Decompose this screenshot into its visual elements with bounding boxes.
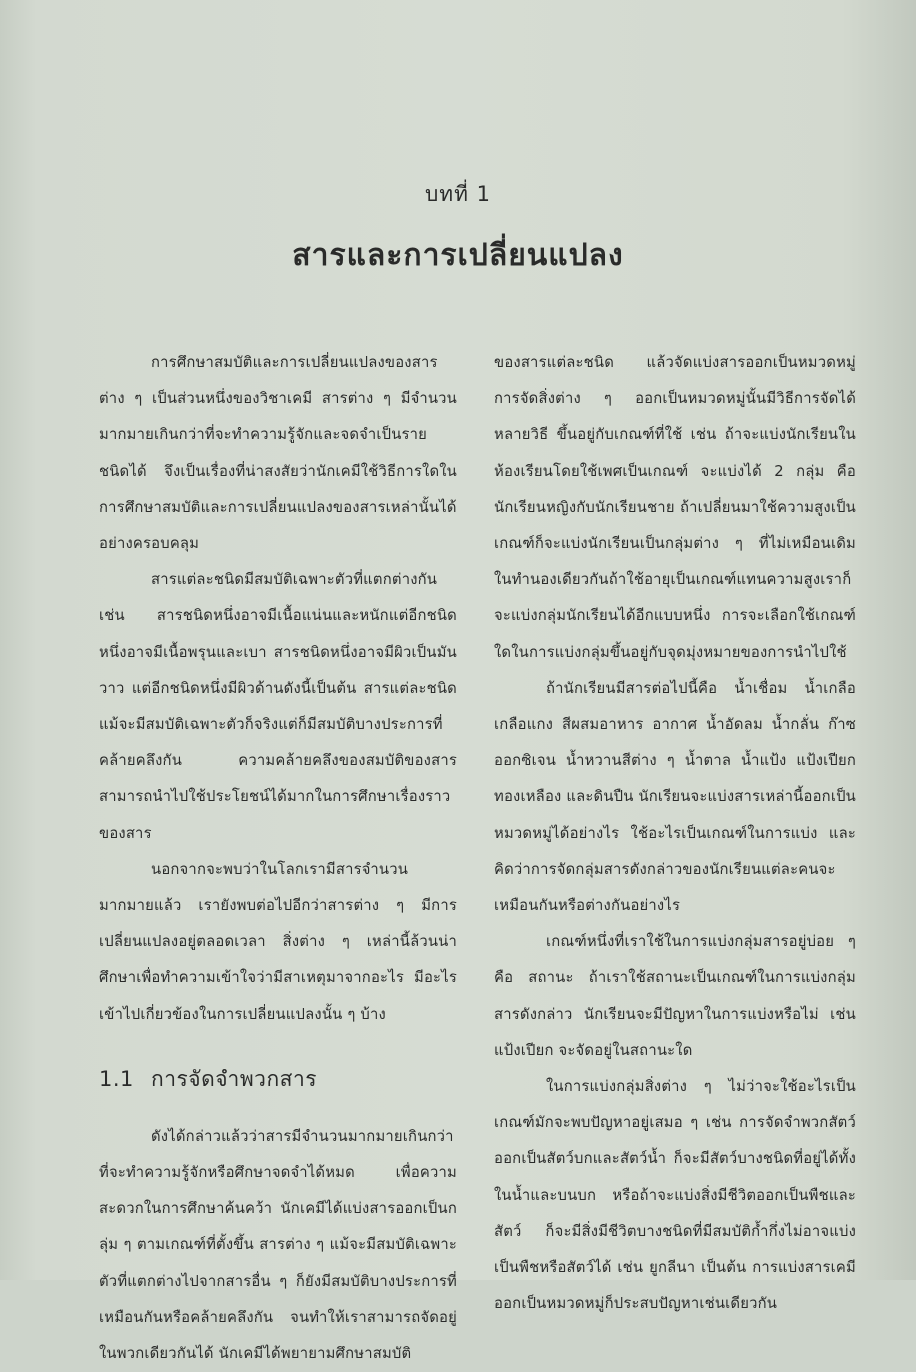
chapter-label: บทที่ 1 — [424, 182, 492, 206]
right-paragraph-3: เกณฑ์หนึ่งที่เราใช้ในการแบ่งกลุ่มสารอยู่บ่อย ๆ คือ สถานะ ถ้าเราใช้สถานะเป็นเกณฑ์ในการแบ่งกลุ่มสารดังกล่าว นักเรียนจะมีปัญหาในการแบ่งหรือไม่ เช่น แป้งเปียก จะจัดอยู่ในสถานะใด — [494, 933, 856, 1059]
left-paragraph-2: สารแต่ละชนิดมีสมบัติเฉพาะตัวที่แตกต่างกัน เช่น สารชนิดหนึ่งอาจมีเนื้อแน่นและหนักแต่อีกชนิดหนึ่งอาจมีเนื้อพรุนและเบา สารชนิดหนึ่งอาจมีผิวเป็นมันวาว แต่อีกชนิดหนึ่งมีผิวด้านดังนี้เป็นต้น สารแต่ละชนิดแม้จะมีสมบัติเฉพาะตัวก็จริงแต่ก็มีสมบัติบางประการที่คล้ายคลึงกัน ความคล้ายคลึงของสมบัติของสารสามารถนำไปใช้ประโยชน์ได้มากในการศึกษาเรื่องราวของสาร — [99, 571, 457, 842]
left-paragraph-1: การศึกษาสมบัติและการเปลี่ยนแปลงของสารต่าง ๆ เป็นส่วนหนึ่งของวิชาเคมี สารต่าง ๆ มีจำนวนมากมายเกินกว่าที่จะทำความรู้จักและจดจำเป็นรายชนิดได้ จึงเป็นเรื่องที่น่าสงสัยว่านักเคมีใช้วิธีการใดในการศึกษาสมบัติและการเปลี่ยนแปลงของสารเหล่านั้นได้อย่างครอบคลุม — [99, 354, 457, 553]
chapter-title: สารและการเปลี่ยนแปลง — [292, 238, 624, 273]
left-paragraph-3: นอกจากจะพบว่าในโลกเรามีสารจำนวนมากมายแล้ว เรายังพบต่อไปอีกว่าสารต่าง ๆ มีการเปลี่ยนแปลงอยู่ตลอดเวลา สิ่งต่าง ๆ เหล่านี้ล้วนน่าศึกษาเพื่อทำความเข้าใจว่ามีสาเหตุมาจากอะไร มีอะไรเข้าไปเกี่ยวข้องในการเปลี่ยนแปลงนั้น ๆ บ้าง — [99, 860, 457, 1023]
right-column — [494, 345, 856, 1322]
left-paragraph-4: ดังได้กล่าวแล้วว่าสารมีจำนวนมากมายเกินกว่าที่จะทำความรู้จักหรือศึกษาจดจำได้หมด เพื่อความสะดวกในการศึกษาค้นคว้า นักเคมีได้แบ่งสารออกเป็นกลุ่ม ๆ ตามเกณฑ์ที่ตั้งขึ้น สารต่าง ๆ แม้จะมีสมบัติเฉพาะตัวที่แตกต่างไปจากสารอื่น ๆ ก็ยังมีสมบัติบางประการที่เหมือนกันหรือคล้ายคลึงกัน จนทำให้เราสามารถจัดอยู่ในพวกเดียวกันได้ นักเคมีได้พยายามศึกษาสมบัติ — [99, 1127, 457, 1363]
section-heading — [99, 1059, 457, 1099]
section-title: การจัดจำพวกสาร — [151, 1066, 318, 1091]
right-paragraph-4: ในการแบ่งกลุ่มสิ่งต่าง ๆ ไม่ว่าจะใช้อะไรเป็นเกณฑ์มักจะพบปัญหาอยู่เสมอ ๆ เช่น การจัดจำพวกสัตว์ออกเป็นสัตว์บกและสัตว์น้ำ ก็จะมีสัตว์บางชนิดที่อยู่ได้ทั้งในน้ำและบนบก หรือถ้าจะแบ่งสิ่งมีชีวิตออกเป็นพืชและสัตว์ ก็จะมีสิ่งมีชีวิตบางชนิดที่มีสมบัติก้ำกึ่งไม่อาจแบ่งเป็นพืชหรือสัตว์ได้ เช่น ยูกลีนา เป็นต้น การแบ่งสารเคมีออกเป็นหมวดหมู่ก็ประสบปัญหาเช่นเดียวกัน — [494, 1078, 856, 1313]
section-number: 1.1 — [99, 1066, 134, 1091]
right-paragraph-2: ถ้านักเรียนมีสารต่อไปนี้คือ น้ำเชื่อม น้ำเกลือ เกลือแกง สีผสมอาหาร อากาศ น้ำอัดลม น้ำกลั่น ก๊าซออกซิเจน น้ำหวานสีต่าง ๆ น้ำตาล น้ำแป้ง แป้งเปียก ทองเหลือง และดินปืน นักเรียนจะแบ่งสารเหล่านี้ออกเป็นหมวดหมู่ได้อย่างไร ใช้อะไรเป็นเกณฑ์ในการแบ่ง และคิดว่าการจัดกลุ่มสารดังกล่าวของนักเรียนแต่ละคนจะเหมือนกันหรือต่างกันอย่างไร — [494, 679, 856, 915]
right-paragraph-1: ของสารแต่ละชนิด แล้วจัดแบ่งสารออกเป็นหมวดหมู่ การจัดสิ่งต่าง ๆ ออกเป็นหมวดหมู่นั้นมีวิธีการจัดได้หลายวิธี ขึ้นอยู่กับเกณฑ์ที่ใช้ เช่น ถ้าจะแบ่งนักเรียนในห้องเรียนโดยใช้เพศเป็นเกณฑ์ จะแบ่งได้ 2 กลุ่ม คือนักเรียนหญิงกับนักเรียนชาย ถ้าเปลี่ยนมาใช้ความสูงเป็นเกณฑ์ก็จะแบ่งนักเรียนเป็นกลุ่มต่าง ๆ ที่ไม่เหมือนเดิม ในทำนองเดียวกันถ้าใช้อายุเป็นเกณฑ์แทนความสูงเราก็จะแบ่งกลุ่มนักเรียนได้อีกแบบหนึ่ง การจะเลือกใช้เกณฑ์ใดในการแบ่งกลุ่มขึ้นอยู่กับจุดมุ่งหมายของการนำไปใช้ — [494, 354, 856, 661]
left-column — [99, 345, 457, 1372]
